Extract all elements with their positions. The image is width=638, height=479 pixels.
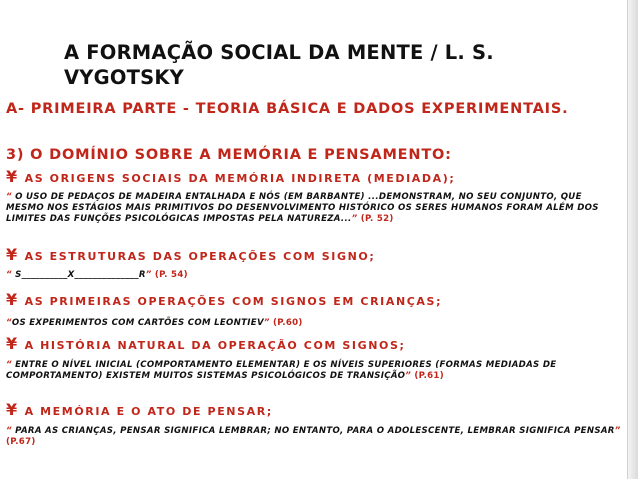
quote-open-mark: “ <box>6 192 12 202</box>
quote-close-mark: ” <box>351 214 358 224</box>
topic-quote-sign-structures <box>6 270 621 281</box>
page-reference: (P.67) <box>6 437 36 447</box>
bullet-icon: ¥ <box>6 400 18 419</box>
page-reference: (P. 52) <box>357 214 394 224</box>
topic-heading-social-origins <box>6 167 621 186</box>
topic-heading-memory-thinking <box>6 400 621 419</box>
topic-heading-first-operations <box>6 290 621 309</box>
quote-text: PARA AS CRIANÇAS, PENSAR SIGNIFICA LEMBRAR; NO ENTANTO, PARA O ADOLESCENTE, LEMBRAR SIGNIFICA PENSAR <box>11 426 615 436</box>
quote-open-mark: “ <box>6 360 12 370</box>
quote-text: O USO DE PEDAÇOS DE MADEIRA ENTALHADA E NÓS (EM BARBANTE) ...DEMONSTRAM, NO SEU CONJUNTO, QUE MESMO NOS ESTÁGIOS MAIS PRIMITIVOS DO DESENVOLVIMENTO HISTÓRICO OS SERES HUMANOS FORAM ALÉM DOS LIMITES DAS FUNÇÕES PSICOLÓGICAS IMPOSTAS PELA NATUREZA... <box>6 192 599 224</box>
page-reference: (P. 54) <box>151 270 188 280</box>
bullet-icon: ¥ <box>6 167 18 186</box>
quote-text: OS EXPERIMENTOS COM CARTÕES COM LEONTIEV <box>11 318 264 328</box>
quote-close-mark: ” <box>614 426 621 436</box>
bullet-icon: ¥ <box>6 245 18 264</box>
topic-heading-text: AS PRIMEIRAS OPERAÇÕES COM SIGNOS EM CRIANÇAS; <box>24 295 443 308</box>
quote-open-mark: “ <box>6 270 12 280</box>
topic-heading-text: AS ORIGENS SOCIAIS DA MEMÓRIA INDIRETA (MEDIADA); <box>24 172 456 185</box>
topic-heading-text: AS ESTRUTURAS DAS OPERAÇÕES COM SIGNO; <box>24 250 376 263</box>
topic-heading-sign-structures <box>6 245 621 264</box>
quote-close-mark: ” <box>405 371 412 381</box>
section-heading: 3) O DOMÍNIO SOBRE A MEMÓRIA E PENSAMENTO: <box>6 147 452 163</box>
quote-open-mark: “ <box>6 318 12 328</box>
bullet-icon: ¥ <box>6 290 18 309</box>
quote-text: S__________X______________R <box>11 270 146 280</box>
quote-text: ENTRE O NÍVEL INICIAL (COMPORTAMENTO ELEMENTAR) E OS NÍVEIS SUPERIORES (FORMAS MEDIADAS DE COMPORTAMENTO) EXISTEM MUITOS SISTEMAS PSICOLÓGICOS DE TRANSIÇÃO <box>6 360 557 381</box>
topic-heading-text: A HISTÓRIA NATURAL DA OPERAÇÃO COM SIGNOS; <box>24 339 406 352</box>
quote-close-mark: ” <box>263 318 270 328</box>
page-reference: (P.60) <box>269 318 303 328</box>
slide-title: A FORMAÇÃO SOCIAL DA MENTE / L. S. VYGOTSKY <box>64 41 494 89</box>
topic-heading-natural-history <box>6 334 621 353</box>
topic-quote-natural-history <box>6 360 621 382</box>
quote-open-mark: “ <box>6 426 12 436</box>
part-heading: A- PRIMEIRA PARTE - TEORIA BÁSICA E DADOS EXPERIMENTAIS. <box>6 101 569 117</box>
topic-quote-social-origins <box>6 192 621 225</box>
bullet-icon: ¥ <box>6 334 18 353</box>
topic-heading-text: A MEMÓRIA E O ATO DE PENSAR; <box>24 405 273 418</box>
topic-quote-memory-thinking <box>6 426 621 448</box>
page-reference: (P.61) <box>411 371 444 381</box>
topic-quote-first-operations <box>6 318 621 329</box>
quote-close-mark: ” <box>145 270 152 280</box>
slide-edge-bar <box>627 0 638 479</box>
